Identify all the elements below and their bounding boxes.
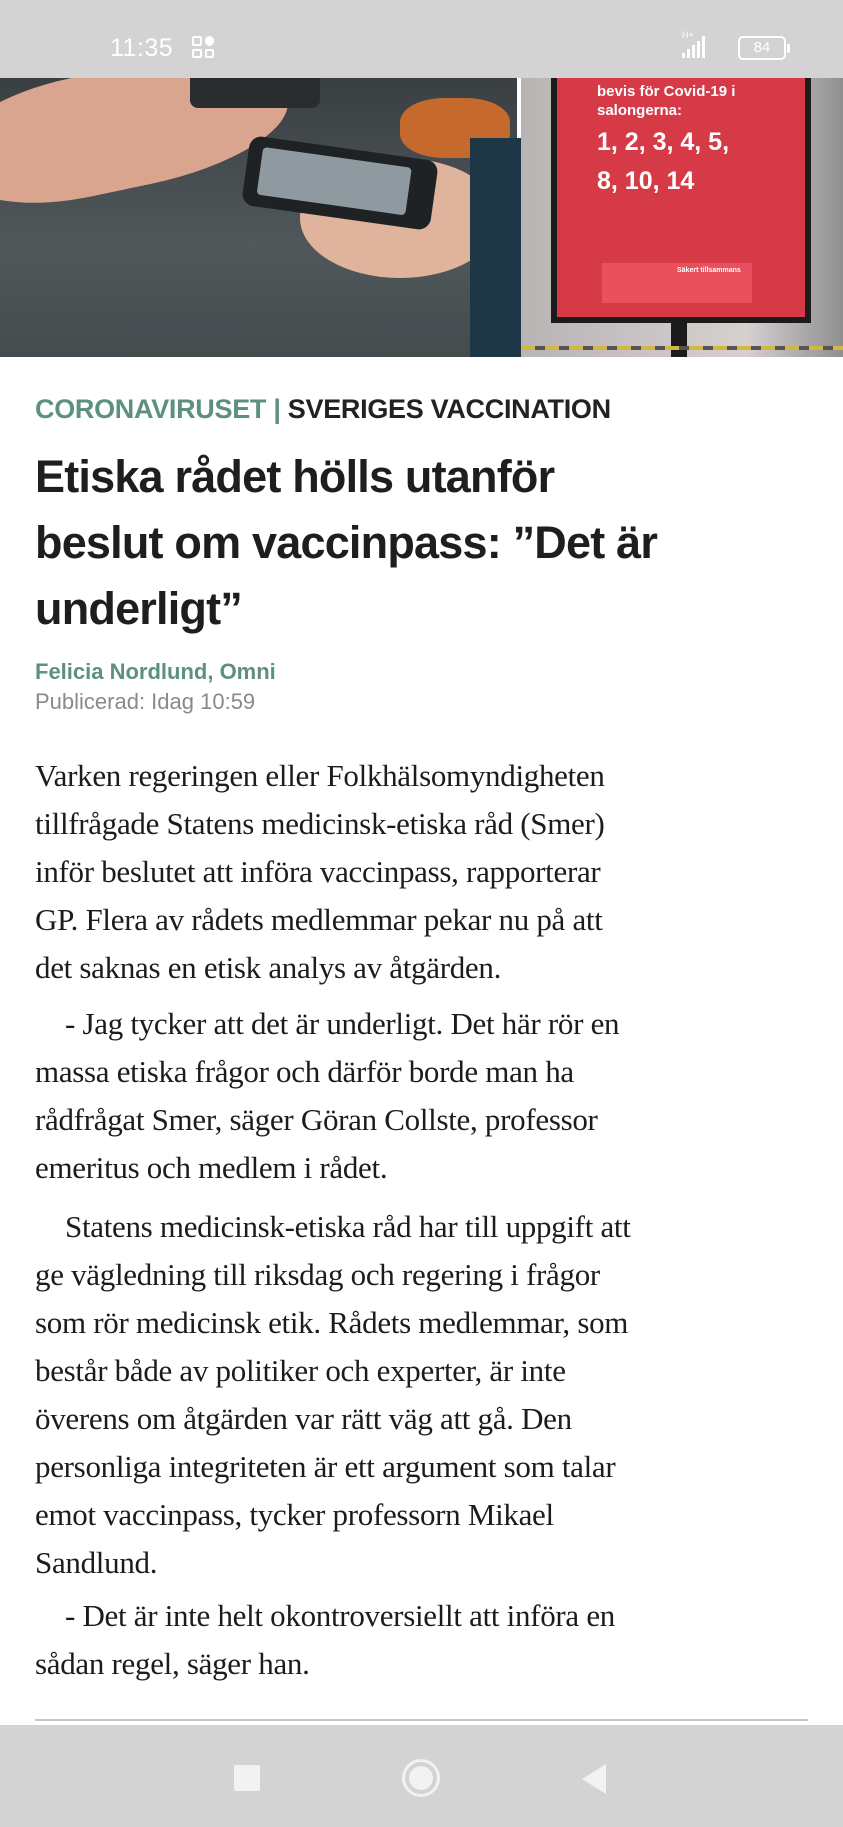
- covid-sign-photo: [521, 78, 843, 357]
- text-line: - Det är inte helt okontroversiellt att införa en: [65, 1598, 615, 1633]
- recent-apps-icon[interactable]: [234, 1765, 260, 1791]
- text-line: består både av politiker och experter, är inte: [35, 1353, 566, 1388]
- text-line: ge vägledning till riksdag och regering i frågor: [35, 1257, 600, 1292]
- text-line: personliga integriteten är ett argument som talar: [35, 1449, 616, 1484]
- network-type: H+: [682, 30, 694, 40]
- home-icon[interactable]: [402, 1759, 440, 1797]
- app-grid-icon: [192, 36, 214, 58]
- navigation-bar: [0, 1725, 843, 1827]
- text-line: rådfrågat Smer, säger Göran Collste, professor: [35, 1102, 598, 1137]
- title-line: underligt”: [35, 583, 242, 634]
- text-line: som rör medicinsk etik. Rådets medlemmar, som: [35, 1305, 629, 1340]
- text-line: GP. Flera av rådets medlemmar pekar nu på att: [35, 902, 603, 937]
- status-bar: [0, 0, 843, 78]
- article-paragraph: [35, 1000, 815, 1192]
- text-line: - Jag tycker att det är underligt. Det här rör en: [65, 1006, 620, 1041]
- subcategory-link[interactable]: SVERIGES VACCINATION: [287, 394, 611, 424]
- article-category: [35, 394, 611, 425]
- text-line: inför beslutet att införa vaccinpass, rapporterar: [35, 854, 601, 889]
- text-line: emeritus och medlem i rådet.: [35, 1150, 388, 1185]
- article-title: [35, 444, 815, 642]
- covid-sign: [551, 78, 811, 323]
- text-line: Statens medicinsk-etiska råd har till uppgift att: [65, 1209, 631, 1244]
- sign-numbers: 1, 2, 3, 4, 5,: [597, 128, 730, 156]
- article-paragraph: [35, 752, 815, 992]
- category-link[interactable]: CORONAVIRUSET: [35, 394, 267, 424]
- text-line: emot vaccinpass, tycker professorn Mikael: [35, 1497, 554, 1532]
- sign-numbers: 8, 10, 14: [597, 167, 695, 195]
- category-separator: |: [273, 394, 281, 424]
- text-line: tillfrågade Statens medicinsk-etiska råd (Smer): [35, 806, 605, 841]
- text-line: Sandlund.: [35, 1545, 158, 1580]
- status-time: 11:35: [110, 34, 174, 62]
- article-paragraph: [35, 1203, 815, 1587]
- title-line: beslut om vaccinpass: ”Det är: [35, 517, 658, 568]
- article-hero-image: [0, 78, 843, 357]
- text-line: det saknas en etisk analys av åtgärden.: [35, 950, 502, 985]
- divider: [35, 1719, 808, 1721]
- text-line: massa etiska frågor och därför borde man ha: [35, 1054, 574, 1089]
- text-line: sådan regel, säger han.: [35, 1646, 310, 1681]
- sign-text: salongerna:: [597, 102, 683, 119]
- signal-icon: [682, 36, 705, 58]
- sign-text: bevis för Covid-19 i: [597, 83, 736, 100]
- text-line: överens om åtgärden var rätt väg att gå. Den: [35, 1401, 572, 1436]
- back-icon[interactable]: [582, 1764, 606, 1794]
- article-paragraph: [35, 1592, 815, 1688]
- article-author[interactable]: Felicia Nordlund, Omni: [35, 659, 276, 684]
- title-line: Etiska rådet hölls utanför: [35, 451, 555, 502]
- text-line: Varken regeringen eller Folkhälsomyndigheten: [35, 758, 605, 793]
- phones-photo: [0, 78, 517, 357]
- battery-icon: 84: [738, 36, 786, 60]
- sign-logo: Säkert tillsammans: [602, 263, 752, 303]
- published-date: Publicerad: Idag 10:59: [35, 689, 256, 714]
